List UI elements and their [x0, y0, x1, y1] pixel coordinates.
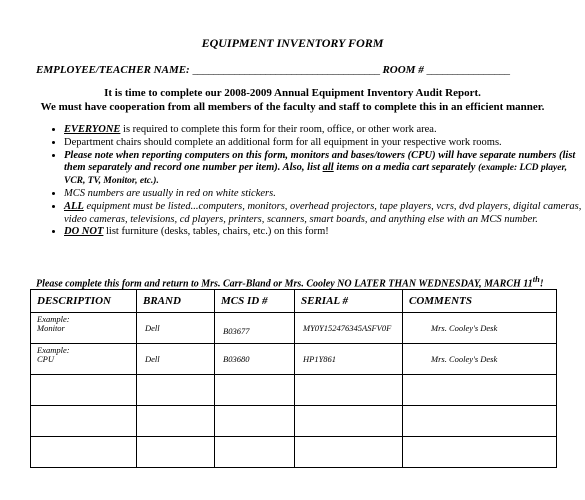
- instruction-item: • MCS numbers are usually in red on white stickers.: [64, 188, 584, 201]
- mcs-cell: B03677: [223, 326, 250, 336]
- header-comments: COMMENTS: [403, 290, 557, 313]
- brand-cell: Dell: [145, 354, 160, 364]
- table-row: [31, 406, 557, 437]
- description-cell: CPU: [37, 354, 54, 364]
- intro-line-1: It is time to complete our 2008-2009 Annual Equipment Inventory Audit Report.: [104, 87, 481, 99]
- employee-label: EMPLOYEE/TEACHER NAME:: [36, 64, 190, 76]
- intro-line-2: We must have cooperation from all members of the faculty and staff to complete this in an efficient manner.: [40, 101, 545, 113]
- header-serial: SERIAL #: [295, 290, 403, 313]
- mcs-cell: B03680: [223, 354, 250, 364]
- employee-name-blank[interactable]: ____________________________________: [192, 64, 380, 76]
- header-brand: BRAND: [137, 290, 215, 313]
- table-row: Example: Monitor Dell B03677 MY0Y152476345ASFV0F Mrs. Cooley's Desk: [31, 313, 557, 344]
- inventory-table: [30, 289, 557, 468]
- header-description: DESCRIPTION: [31, 290, 137, 313]
- header-mcs-id: MCS ID #: [215, 290, 295, 313]
- instruction-item: • EVERYONE is required to complete this form for their room, office, or other work area.: [64, 124, 584, 137]
- instruction-item: • ALL equipment must be listed...computers, monitors, overhead projectors, tape players, vcrs, dvd players, digital cameras, video cameras, televisions, cd players, printers, scanners, smart boards, and anything else with an MCS number.: [64, 201, 584, 227]
- instruction-item: • DO NOT list furniture (desks, tables, chairs, etc.) on this form!: [64, 226, 584, 239]
- everyone-emphasis: EVERYONE: [64, 124, 121, 135]
- instructions-list: [40, 124, 584, 239]
- employee-room-line: [36, 64, 510, 76]
- room-number-blank[interactable]: ________________: [426, 64, 510, 76]
- brand-cell: Dell: [145, 323, 160, 333]
- table-row: [31, 375, 557, 406]
- instruction-item: • Please note when reporting computers on this form, monitors and bases/towers (CPU) will have separate numbers (list them separately and record one number per item). Also, list all items on a media cart separately (example: LCD player, VCR, TV, Monitor, etc.).: [64, 150, 584, 188]
- room-label: ROOM #: [382, 64, 424, 76]
- comments-cell: Mrs. Cooley's Desk: [431, 323, 498, 333]
- serial-cell: HP1Y861: [303, 354, 337, 364]
- table-row: [31, 437, 557, 468]
- description-cell: Monitor: [37, 323, 65, 333]
- return-note: Please complete this form and return to Mrs. Carr-Bland or Mrs. Cooley NO LATER THAN WEDNESDAY, MARCH 11th!: [36, 275, 544, 290]
- intro-text: [0, 86, 585, 114]
- serial-cell: MY0Y152476345ASFV0F: [303, 323, 392, 333]
- form-title: EQUIPMENT INVENTORY FORM: [201, 36, 384, 50]
- table-header-row: [31, 290, 557, 313]
- instruction-item: • Department chairs should complete an additional form for all equipment in your respective work rooms.: [64, 137, 584, 150]
- comments-cell: Mrs. Cooley's Desk: [431, 354, 498, 364]
- table-row: Example: CPU Dell B03680 HP1Y861 Mrs. Cooley's Desk: [31, 344, 557, 375]
